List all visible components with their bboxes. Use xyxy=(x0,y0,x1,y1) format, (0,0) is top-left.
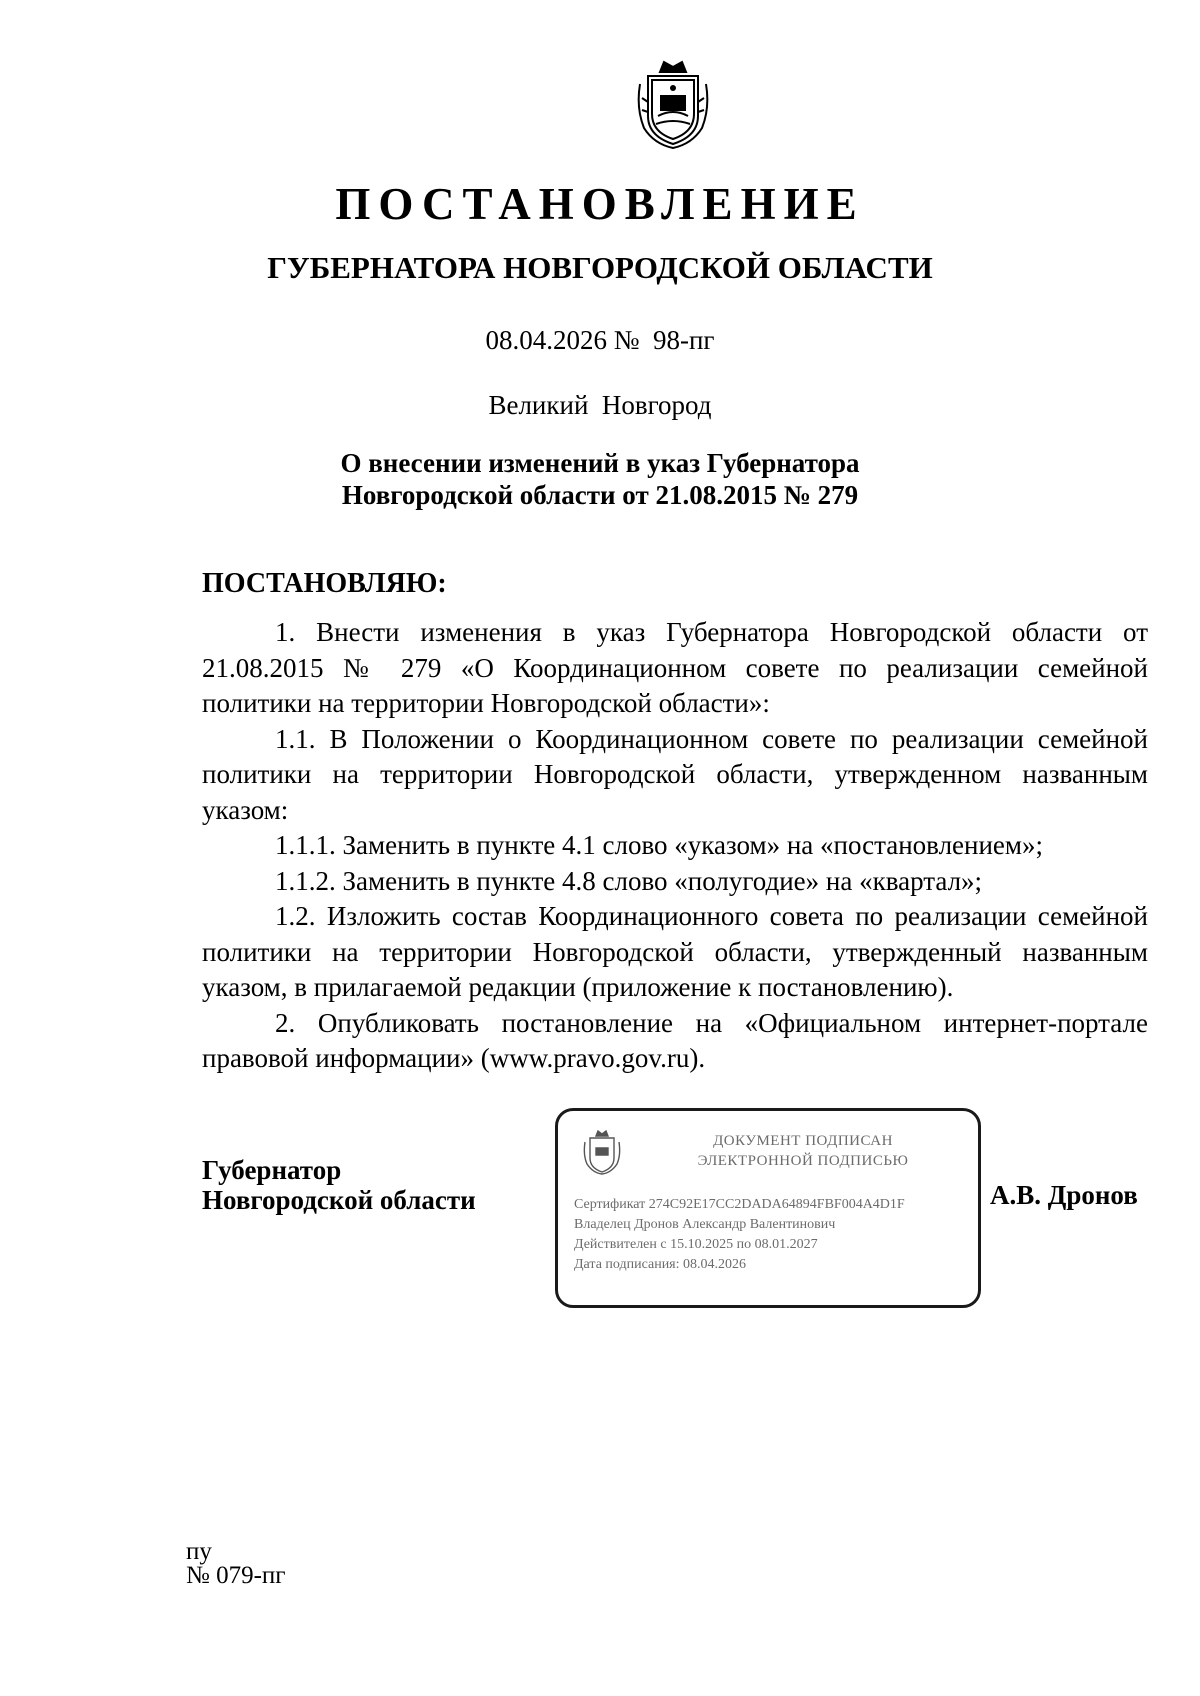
signer-name: А.В. Дронов xyxy=(990,1180,1138,1210)
stamp-heading-line-2: ЭЛЕКТРОННОЙ ПОДПИСЬЮ xyxy=(697,1153,909,1169)
document-body xyxy=(202,615,1148,1077)
stamp-owner: Владелец Дронов Александр Валентинович xyxy=(574,1217,836,1232)
stamp-details xyxy=(574,1195,974,1275)
decree-heading: ПОСТАНОВЛЯЮ: xyxy=(202,568,447,599)
date-and-number: 08.04.2026 № 98-пг xyxy=(485,325,715,355)
signer-position-line-2: Новгородской области xyxy=(202,1185,476,1215)
paragraph: 1.2. Изложить состав Координационного совета по реализации семейной политики на территории Новгородской области, утвержденный названным указом, в прилагаемой редакции (приложение к постановлению). xyxy=(202,901,1148,1002)
paragraph: 1.1.2. Заменить в пункте 4.8 слово «полугодие» на «квартал»; xyxy=(275,865,983,896)
footer-number: № 079-пг xyxy=(186,1562,286,1589)
subject-line-1: О внесении изменений в указ Губернатора xyxy=(340,448,860,478)
paragraph: 2. Опубликовать постановление на «Официальном интернет-портале правовой информации» (www.pravo.gov.ru). xyxy=(202,1007,1148,1073)
issuer-subtitle: ГУБЕРНАТОРА НОВГОРОДСКОЙ ОБЛАСТИ xyxy=(267,250,933,285)
signer-position-line-1: Губернатор xyxy=(202,1155,342,1185)
signer-position xyxy=(202,1155,476,1215)
subject-line-2: Новгородской области от 21.08.2015 № 279 xyxy=(341,480,859,510)
novgorod-coat-of-arms-icon xyxy=(634,58,712,150)
footer-initials: пу xyxy=(186,1538,212,1565)
stamp-heading-line-1: ДОКУМЕНТ ПОДПИСАН xyxy=(713,1133,893,1149)
paragraph: 1.1.1. Заменить в пункте 4.1 слово «указом» на «постановлением»; xyxy=(275,830,1043,860)
electronic-signature-stamp xyxy=(555,1108,981,1308)
document-title: ПОСТАНОВЛЕНИЕ xyxy=(335,179,865,229)
paragraph: 1. Внести изменения в указ Губернатора Новгородской области от 21.08.2015 № 279 «О Координационном совете по реализации семейной политики на территории Новгородской области»: xyxy=(202,617,1148,718)
novgorod-coat-of-arms-icon xyxy=(582,1129,622,1175)
paragraph: 1.1. В Положении о Координационном совете по реализации семейной политики на территории Новгородской области, утвержденном названным указом: xyxy=(202,723,1148,825)
document-subject xyxy=(0,447,1200,511)
stamp-certificate: Сертификат 274C92E17CC2DADA64894FBF004A4D1F xyxy=(574,1197,905,1212)
footer-registration xyxy=(186,1540,286,1588)
stamp-heading xyxy=(638,1131,968,1171)
city: Великий Новгород xyxy=(488,390,712,420)
stamp-signed-date: Дата подписания: 08.04.2026 xyxy=(574,1257,747,1272)
stamp-validity: Действителен с 15.10.2025 по 08.01.2027 xyxy=(574,1237,818,1252)
